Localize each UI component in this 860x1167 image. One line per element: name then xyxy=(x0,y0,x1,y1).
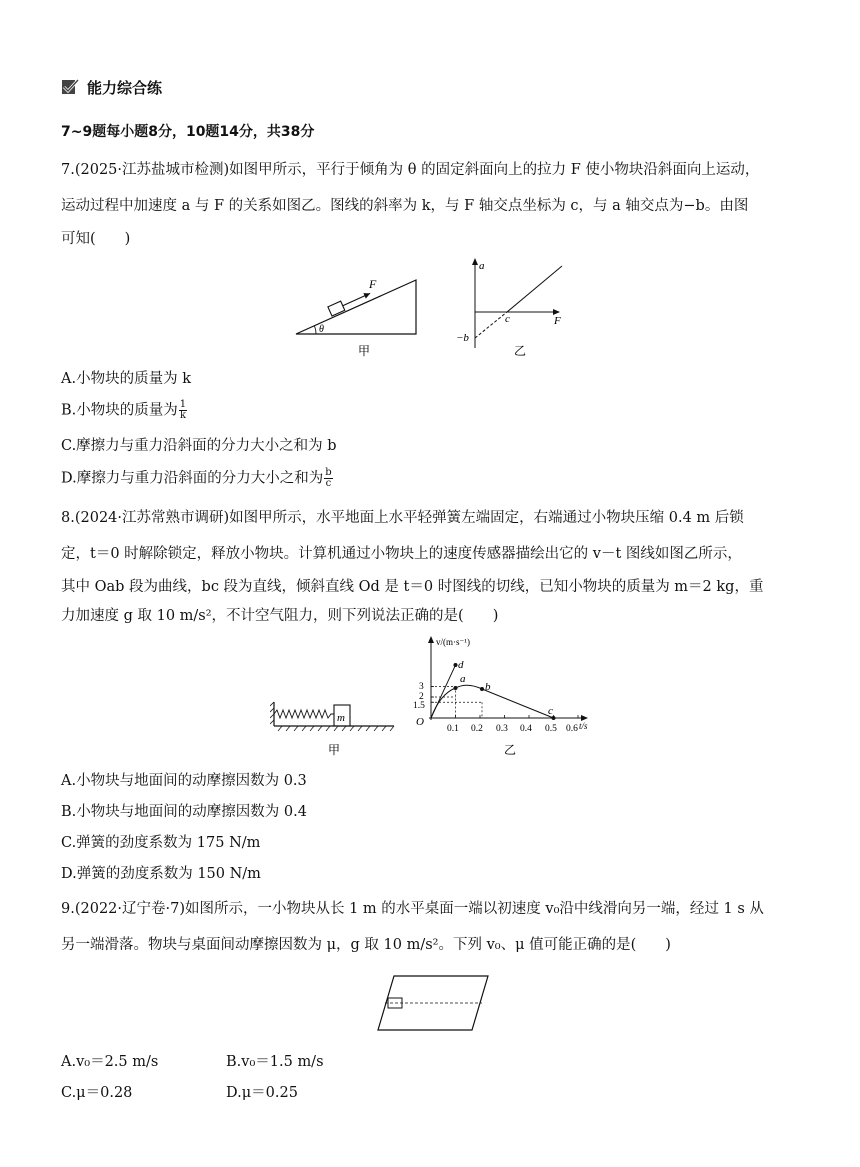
q7-caption-jia: 甲 xyxy=(358,344,371,358)
q7-option-b-text: B.小物块的质量为 xyxy=(61,402,178,419)
section-title: 能力综合练 xyxy=(87,78,163,97)
q7-label-c: c xyxy=(505,313,510,325)
checkbox-pencil-icon xyxy=(61,78,81,96)
q7-label-F-axis: F xyxy=(554,315,561,327)
q7-option-d-text: D.摩擦力与重力沿斜面的分力大小之和为 xyxy=(61,470,324,487)
fraction-den: c xyxy=(325,478,332,489)
q8-stem-line3: 其中 Oab 段为曲线，bc 段为直线，倾斜直线 Od 是 t＝0 时图线的切线，已知小物块的质量为 m＝2 kg，重 xyxy=(61,579,764,595)
q8-line-bc xyxy=(482,689,554,718)
q8-label-a: a xyxy=(460,673,466,685)
fraction-1-over-k xyxy=(179,400,187,421)
q8-origin: O xyxy=(416,716,424,728)
q7-label-F: F xyxy=(369,277,377,291)
q8-stem-line4: 力加速度 g 取 10 m/s²，不计空气阻力，则下列说法正确的是( ) xyxy=(61,608,499,624)
section-header xyxy=(61,76,162,98)
q7-label-theta: θ xyxy=(319,324,324,335)
xtick-0-4: 0.4 xyxy=(520,724,532,734)
q9-option-c[interactable]: C.μ＝0.28 xyxy=(61,1085,133,1101)
fraction-den: k xyxy=(179,410,186,421)
q7-stem-line2: 运动过程中加速度 a 与 F 的关系如图乙。图线的斜率为 k，与 F 轴交点坐标为 c，与 a 轴交点为−b。由图 xyxy=(61,198,749,214)
q9-option-a[interactable]: A.v₀＝2.5 m/s xyxy=(61,1054,159,1070)
fraction-b-over-c xyxy=(324,468,332,489)
q9-option-b[interactable]: B.v₀＝1.5 m/s xyxy=(226,1054,324,1070)
q7-caption-yi: 乙 xyxy=(514,344,527,358)
q8-point-b xyxy=(480,687,484,691)
q8-ylabel: v/(m·s⁻¹) xyxy=(436,637,470,647)
intro-text: 7~9题每小题8分，10题14分，共38分 xyxy=(61,124,315,140)
xtick-0-6: 0.6 xyxy=(566,724,578,734)
q8-figure-spring xyxy=(270,698,400,760)
q9-option-d[interactable]: D.μ＝0.25 xyxy=(226,1085,298,1101)
q8-figure-vt-graph xyxy=(412,632,598,758)
q8-caption-yi: 乙 xyxy=(504,743,517,757)
q9-stem-line1: 9.(2022·辽宁卷·7)如图所示，一小物块从长 1 m 的水平桌面一端以初速度 v₀沿中线滑向另一端，经过 1 s 从 xyxy=(61,901,764,917)
xtick-0-3: 0.3 xyxy=(496,724,508,734)
q8-label-m: m xyxy=(337,712,345,724)
fraction-num: b xyxy=(325,467,332,478)
q8-option-b[interactable]: B.小物块与地面间的动摩擦因数为 0.4 xyxy=(61,804,307,820)
q9-figure-table xyxy=(376,972,492,1034)
xtick-0-2: 0.2 xyxy=(471,724,483,734)
q8-xlabel: t/s xyxy=(579,721,588,731)
q7-option-b[interactable] xyxy=(61,400,187,421)
q7-label-b: −b xyxy=(456,332,469,344)
q8-option-d[interactable]: D.弹簧的劲度系数为 150 N/m xyxy=(61,866,261,882)
q8-stem-line1: 8.(2024·江苏常熟市调研)如图甲所示，水平地面上水平轻弹簧左端固定，右端通过小物块压缩 0.4 m 后锁 xyxy=(61,510,744,526)
q7-option-a[interactable]: A.小物块的质量为 k xyxy=(61,371,191,387)
ytick-3: 3 xyxy=(419,682,424,692)
fraction-num: 1 xyxy=(179,399,187,410)
q7-stem-line3: 可知( ) xyxy=(61,231,131,247)
q8-point-d xyxy=(454,663,458,667)
xtick-0-1: 0.1 xyxy=(447,724,459,734)
q8-point-a xyxy=(454,686,458,690)
ytick-1-5: 1.5 xyxy=(413,701,425,711)
q7-option-c[interactable]: C.摩擦力与重力沿斜面的分力大小之和为 b xyxy=(61,438,337,454)
xtick-0-5: 0.5 xyxy=(545,724,557,734)
q7-figure-aF-graph xyxy=(452,256,570,360)
q8-option-c[interactable]: C.弹簧的劲度系数为 175 N/m xyxy=(61,835,261,851)
q7-stem-line1: 7.(2025·江苏盐城市检测)如图甲所示，平行于倾角为 θ 的固定斜面向上的拉力 F 使小物块沿斜面向上运动， xyxy=(61,162,760,178)
q8-caption-jia: 甲 xyxy=(328,743,341,757)
q8-label-b: b xyxy=(485,681,491,693)
q7-option-d[interactable] xyxy=(61,468,333,489)
q8-label-d: d xyxy=(458,659,464,671)
q7-label-a: a xyxy=(479,260,485,272)
q8-stem-line2: 定，t＝0 时解除锁定，释放小物块。计算机通过小物块上的速度传感器描绘出它的 v－t 图线如图乙所示， xyxy=(61,546,742,562)
q9-stem-line2: 另一端滑落。物块与桌面间动摩擦因数为 μ，g 取 10 m/s²。下列 v₀、μ 值可能正确的是( ) xyxy=(61,937,671,953)
ytick-2: 2 xyxy=(419,692,424,702)
q7-figure-incline xyxy=(292,272,422,364)
q8-option-a[interactable]: A.小物块与地面间的动摩擦因数为 0.3 xyxy=(61,773,307,789)
q8-label-c: c xyxy=(548,705,553,717)
